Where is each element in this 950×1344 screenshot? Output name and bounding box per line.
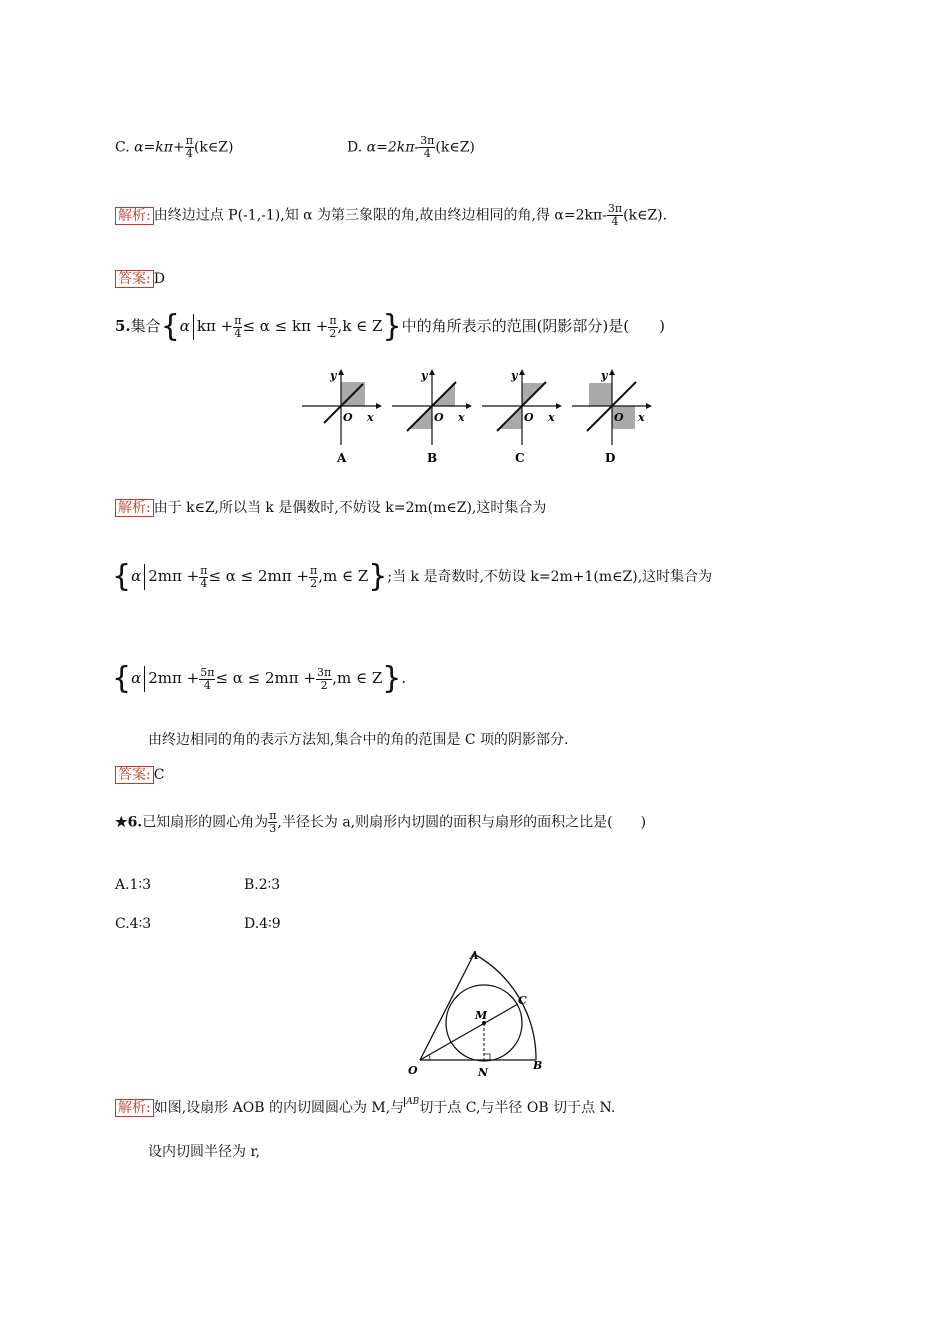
option-tail: (k∈Z) <box>435 139 475 156</box>
option-label-d: D <box>605 451 616 465</box>
question-number: 6. <box>127 814 143 831</box>
q5-analysis-line1 <box>115 497 546 517</box>
fraction <box>199 667 215 692</box>
set-var: α <box>179 317 190 335</box>
q6-analysis <box>115 1097 615 1117</box>
set-bar <box>193 314 194 340</box>
set-expr: 2mπ + <box>148 669 200 687</box>
set-expr: ,m ∈ Z <box>332 669 383 687</box>
set-expr: kπ + <box>196 317 234 335</box>
x-label: x <box>367 411 374 424</box>
label-n: N <box>478 1066 489 1079</box>
q5-conclusion: 由终边相同的角的表示方法知,集合中的角的范围是 C 项的阴影部分. <box>148 732 569 748</box>
q4-analysis <box>115 203 667 228</box>
frac-den: 4 <box>611 215 619 228</box>
y-label: y <box>601 369 608 382</box>
label-b: B <box>533 1059 543 1072</box>
right-brace: } <box>382 661 402 696</box>
right-brace: } <box>368 559 388 594</box>
y-label: y <box>330 369 337 382</box>
fraction <box>419 135 435 160</box>
q6-option-c: C.4∶3 <box>115 916 152 932</box>
option-label-c: C <box>515 451 525 465</box>
frac-den: 4 <box>200 576 208 590</box>
frac-den: 4 <box>185 147 193 160</box>
x-label: x <box>638 411 645 424</box>
frac-num: π <box>185 134 193 147</box>
q5-answer <box>115 766 164 784</box>
set-expr: ,m ∈ Z <box>318 567 369 585</box>
label-m: M <box>475 1009 488 1022</box>
q6-stem <box>115 810 646 835</box>
set-tail: . <box>401 669 407 687</box>
set-expr: ,k ∈ Z <box>337 317 383 335</box>
frac-den: 4 <box>234 326 242 340</box>
frac-den: 2 <box>329 326 337 340</box>
figure-d <box>572 369 652 465</box>
analysis-tag: 解析: <box>115 1099 154 1117</box>
figure-b <box>392 369 472 465</box>
question-number: 5. <box>115 317 131 335</box>
analysis-tag: 解析: <box>115 207 154 225</box>
right-angle-mark <box>484 1054 490 1060</box>
y-arrow <box>609 369 615 375</box>
frac-num: 3π <box>316 665 332 679</box>
y-arrow <box>429 369 435 375</box>
set-expr: ≤ α ≤ 2mπ + <box>208 567 309 585</box>
q4-answer <box>115 270 165 288</box>
right-brace: } <box>382 309 402 344</box>
x-label: x <box>458 411 465 424</box>
left-brace: { <box>160 309 180 344</box>
origin-label: O <box>343 411 353 424</box>
set-expr: 2mπ + <box>148 567 200 585</box>
set-expr: ≤ α ≤ 2mπ + <box>215 669 316 687</box>
set-bar <box>144 666 145 692</box>
x-arrow <box>376 403 382 409</box>
set-tail: ;当 k 是奇数时,不妨设 k=2m+1(m∈Z),这时集合为 <box>387 569 713 585</box>
frac-num: 3π <box>420 134 435 147</box>
frac-den: 4 <box>203 678 211 692</box>
q5-set-odd <box>112 661 407 696</box>
y-arrow <box>519 369 525 375</box>
label-a: A <box>470 949 479 962</box>
q4-option-d <box>347 135 475 160</box>
frac-num: 5π <box>200 665 215 679</box>
fraction <box>309 565 318 590</box>
option-expr: α=2kπ- <box>366 139 420 156</box>
x-arrow <box>466 403 472 409</box>
origin-label: O <box>614 411 624 424</box>
y-arrow <box>338 369 344 375</box>
set-bar <box>144 564 145 590</box>
answer-value: C <box>153 767 165 783</box>
label-c: C <box>518 994 527 1007</box>
frac-den: 4 <box>423 147 431 160</box>
analysis-text: 切于点 C,与半径 OB 切于点 N. <box>419 1100 616 1116</box>
frac-num: 3π <box>607 202 623 215</box>
q6-option-d: D.4∶9 <box>244 916 281 932</box>
q5-option-figures <box>300 365 660 470</box>
analysis-tail: (k∈Z). <box>623 207 668 224</box>
option-label: C. <box>115 139 130 156</box>
q6-sector-figure <box>400 942 560 1082</box>
set-var: α <box>131 669 142 687</box>
angle-mark <box>429 1055 430 1060</box>
left-brace: { <box>112 661 132 696</box>
frac-num: π <box>329 313 337 327</box>
origin-label: O <box>434 411 444 424</box>
answer-tag: 答案: <box>115 766 154 784</box>
q6-option-a: A.1∶3 <box>115 877 152 893</box>
stem-end: ,半径长为 a,则扇形内切圆的面积与扇形的面积之比是( ) <box>277 814 647 831</box>
figure-a <box>302 369 382 465</box>
option-expr: α=kπ+ <box>134 139 185 156</box>
x-arrow <box>646 403 652 409</box>
analysis-tag: 解析: <box>115 499 154 517</box>
q6-option-b: B.2∶3 <box>244 877 281 893</box>
left-brace: { <box>112 559 132 594</box>
figure-c <box>482 369 562 465</box>
x-arrow <box>556 403 562 409</box>
origin-label: O <box>524 411 534 424</box>
frac-num: π <box>200 563 208 577</box>
q4-option-c <box>115 135 233 160</box>
frac-num: π <box>269 809 277 822</box>
y-label: y <box>421 369 428 382</box>
stem-start: 已知扇形的圆心角为 <box>142 814 269 831</box>
stem-start: 集合 <box>130 317 161 335</box>
frac-num: π <box>234 313 242 327</box>
frac-den: 2 <box>320 678 328 692</box>
stem-end: 中的角所表示的范围(阴影部分)是( ) <box>401 317 665 335</box>
option-label-a: A <box>337 451 347 465</box>
analysis-text: 由终边过点 P(-1,-1),知 α 为第三象限的角,故由终边相同的角,得 α=2kπ- <box>153 207 607 224</box>
star-icon: ★ <box>115 814 128 831</box>
option-label: D. <box>347 139 363 156</box>
analysis-text: 如图,设扇形 AOB 的内切圆圆心为 M,与 <box>153 1100 405 1116</box>
answer-tag: 答案: <box>115 270 154 288</box>
set-expr: ≤ α ≤ kπ + <box>242 317 329 335</box>
set-var: α <box>131 567 142 585</box>
fraction <box>328 315 337 340</box>
fraction <box>607 203 623 228</box>
q6-line2: 设内切圆半径为 r, <box>148 1144 261 1160</box>
option-tail: (k∈Z) <box>193 139 234 156</box>
arc-ab <box>474 954 536 1060</box>
y-label: y <box>511 369 518 382</box>
arc-label: AB <box>406 1097 420 1107</box>
q5-stem <box>115 309 665 344</box>
fraction <box>185 135 194 160</box>
option-label-b: B <box>427 451 438 465</box>
q5-set-even <box>112 559 713 594</box>
analysis-text: 由于 k∈Z,所以当 k 是偶数时,不妨设 k=2m(m∈Z),这时集合为 <box>153 500 547 516</box>
frac-den: 3 <box>269 822 277 835</box>
frac-den: 2 <box>310 576 318 590</box>
x-label: x <box>548 411 555 424</box>
fraction <box>316 667 332 692</box>
answer-value: D <box>153 271 165 287</box>
label-o: O <box>408 1064 418 1077</box>
frac-num: π <box>309 563 318 577</box>
